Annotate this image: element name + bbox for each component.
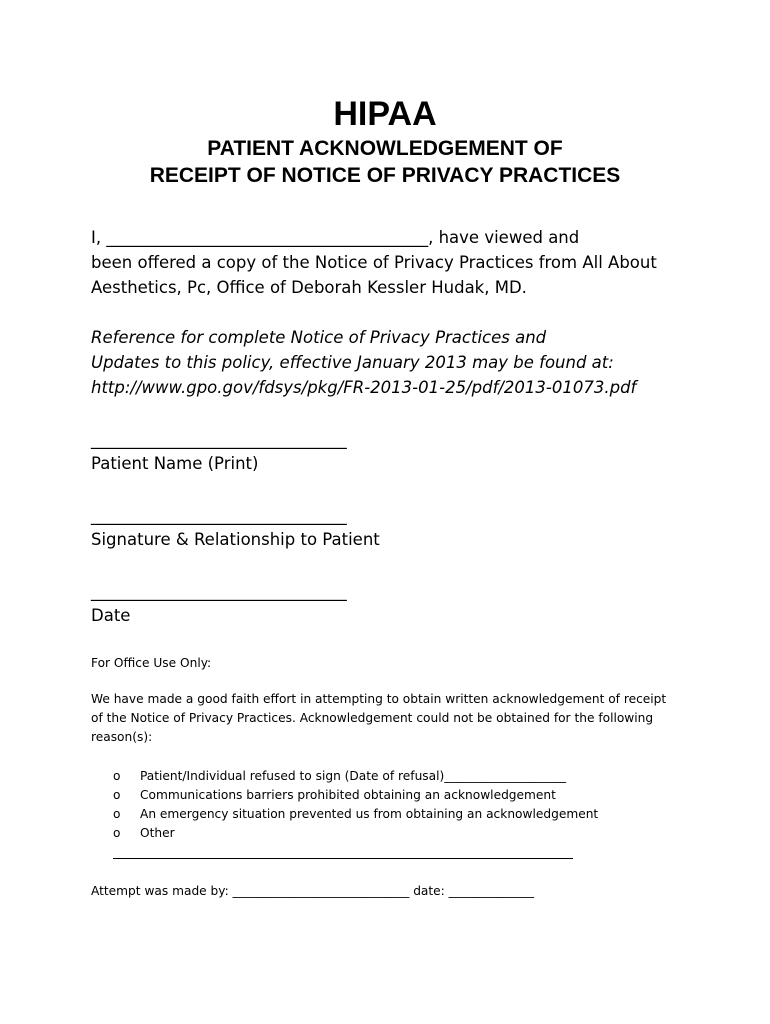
good-faith-line-2: of the Notice of Privacy Practices. Acknowledgement could not be obtained for the following bbox=[91, 711, 654, 725]
reference-url: http://www.gpo.gov/fdsys/pkg/FR-2013-01-25/pdf/2013-01073.pdf bbox=[91, 378, 637, 397]
signature-field bbox=[91, 504, 380, 552]
acknowledgement-line-2: been offered a copy of the Notice of Privacy Practices from All About bbox=[91, 253, 657, 272]
list-item bbox=[113, 805, 598, 824]
attempt-date-label: date: bbox=[413, 884, 445, 898]
reason-other: Other bbox=[140, 826, 175, 840]
reference-paragraph bbox=[91, 325, 691, 400]
acknowledgement-line-1: I, _______________________________________, have viewed and bbox=[91, 228, 580, 247]
patient-name-line: _______________________________ bbox=[91, 430, 347, 449]
attempt-label: Attempt was made by: bbox=[91, 884, 229, 898]
bullet-icon: o bbox=[113, 788, 121, 802]
signature-label: Signature & Relationship to Patient bbox=[91, 530, 380, 549]
list-item bbox=[113, 767, 598, 786]
good-faith-line-3: reason(s): bbox=[91, 730, 153, 744]
signature-line: _______________________________ bbox=[91, 506, 347, 525]
subtitle-line-1: PATIENT ACKNOWLEDGEMENT OF bbox=[207, 137, 563, 160]
good-faith-paragraph bbox=[91, 690, 666, 747]
bullet-icon: o bbox=[113, 807, 121, 821]
attempt-line: _____________________________ bbox=[232, 884, 410, 898]
office-use-heading: For Office Use Only: bbox=[91, 656, 212, 670]
patient-name-label: Patient Name (Print) bbox=[91, 454, 259, 473]
list-item bbox=[113, 786, 598, 805]
date-line: _______________________________ bbox=[91, 582, 347, 601]
subtitle-line-2: RECEIPT OF NOTICE OF PRIVACY PRACTICES bbox=[149, 164, 621, 187]
reason-emergency: An emergency situation prevented us from obtaining an acknowledgement bbox=[140, 807, 599, 821]
acknowledgement-paragraph bbox=[91, 225, 691, 300]
patient-name-field bbox=[91, 428, 347, 476]
other-reason-line bbox=[113, 858, 573, 859]
attempt-row bbox=[91, 882, 534, 901]
reason-refused: Patient/Individual refused to sign (Date of refusal)____________________ bbox=[140, 769, 567, 783]
good-faith-line-1: We have made a good faith effort in attempting to obtain written acknowledgement of receipt bbox=[91, 692, 667, 706]
bullet-icon: o bbox=[113, 826, 121, 840]
list-item bbox=[113, 824, 598, 843]
attempt-date-line: ______________ bbox=[448, 884, 534, 898]
acknowledgement-line-3: Aesthetics, Pc, Office of Deborah Kessler Hudak, MD. bbox=[91, 278, 527, 297]
date-label: Date bbox=[91, 606, 131, 625]
bullet-icon: o bbox=[113, 769, 121, 783]
reasons-list bbox=[113, 767, 598, 843]
reason-communication: Communications barriers prohibited obtaining an acknowledgement bbox=[140, 788, 556, 802]
date-field bbox=[91, 580, 347, 628]
reference-line-2: Updates to this policy, effective January 2013 may be found at: bbox=[91, 353, 614, 372]
reference-line-1: Reference for complete Notice of Privacy Practices and bbox=[91, 328, 547, 347]
page-title: HIPAA bbox=[333, 95, 437, 133]
